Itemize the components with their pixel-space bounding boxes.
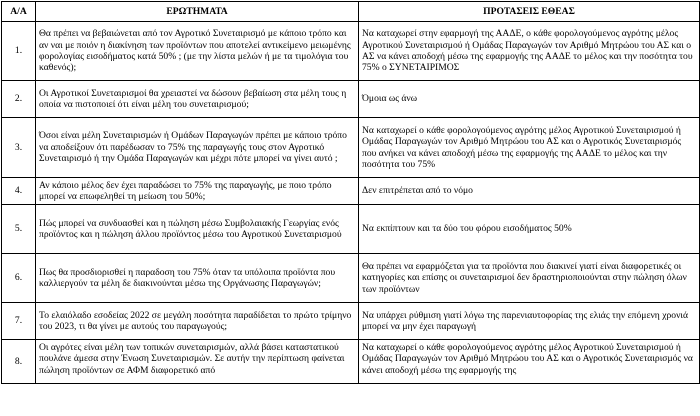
question-cell: Θα πρέπει να βεβαιώνεται από τον Αγροτικό Συνεταιρισμό με κάποιο τρόπο και αν ναι με ποιόν η διακίνηση των προϊόντων που αποτελεί αντικείμενο μειωμένης φορολογίας εισοδήματος κατά 50% ; (με την λίστα μελών ή με τα τιμολόγια του καθενός); <box>36 22 359 81</box>
table-header-row <box>2 2 700 22</box>
row-number: 1. <box>2 22 36 81</box>
proposal-cell: Δεν επιτρέπεται από το νόμο <box>359 178 700 205</box>
header-questions: ΕΡΩΤΗΜΑΤΑ <box>36 2 359 22</box>
table-row <box>2 178 700 205</box>
row-number: 2. <box>2 81 36 118</box>
question-cell: Πώς μπορεί να συνδυασθεί και η πώληση μέσω Συμβολαιακής Γεωργίας ενός προϊόντος και η πώληση άλλου προϊόντος μέσω του Αγροτικού Συνεταιρισμού <box>36 205 359 254</box>
row-number: 7. <box>2 303 36 340</box>
header-proposals: ΠΡΟΤΑΣΕΙΣ ΕΘΕΑΣ <box>359 2 700 22</box>
proposal-cell: Θα πρέπει να εφαρμόζεται για τα προϊόντα που διακινεί γιατί είναι διαφορετικές οι κατηγορίες και επίσης οι συνεταιρισμοί δεν δραστηριοποιούνται στην πώληση όλων των προϊόντων <box>359 254 700 303</box>
table-row <box>2 254 700 303</box>
table-row <box>2 340 700 384</box>
table-row <box>2 81 700 118</box>
proposal-cell: Να καταχωρεί ο κάθε φορολογούμενος αγρότης μέλος Αγροτικού Συνεταιρισμού ή Ομάδας Παραγωγών τον Αριθμό Μητρώου του ΑΣ και ο Αγροτικός Συνεταιρισμός που ανήκει να κάνει αποδοχή μέσω της εφαρμογής της ΑΑΔΕ το μέλος και την ποσότητα του 75% <box>359 118 700 178</box>
row-number: 4. <box>2 178 36 205</box>
row-number: 6. <box>2 254 36 303</box>
header-aa: Α/Α <box>2 2 36 22</box>
question-cell: Οι Αγροτικοί Συνεταιρισμοί θα χρειαστεί να δώσουν βεβαίωση στα μέλη τους η οποία να πιστοποιεί ότι είναι μέλη του συνεταιρισμού; <box>36 81 359 118</box>
question-cell: Πως θα προσδιορισθεί η παραδοση του 75% όταν τα υπόλοιπα προϊόντα που καλλιεργούν τα μέλη δε διακινούνται μέσω της Οργάνωσης Παραγωγών; <box>36 254 359 303</box>
proposal-cell: Να υπάρχει ρύθμιση γιατί λόγω της παρενιαυτοφορίας της ελιάς την επόμενη χρονιά μπορεί να μην έχει παραγωγή <box>359 303 700 340</box>
row-number: 3. <box>2 118 36 178</box>
table-row <box>2 22 700 81</box>
questions-table <box>1 1 700 384</box>
question-cell: Όσοι είναι μέλη Συνεταιρισμών ή Ομάδων Παραγωγών πρέπει με κάποιο τρόπο να αποδείξουν ότι παρέδωσαν το 75% της παραγωγής τους στον Αγροτικό Συνεταιρισμό ή την Ομάδα Παραγωγών και μέχρι πότε μπορεί να γίνει αυτό ; <box>36 118 359 178</box>
question-cell: Οι αγρότες είναι μέλη των τοπικών συνεταιρισμών, αλλά βάσει καταστατικού πουλάνε άμεσα στην Ένωση Συνεταιρισμών. Σε αυτήν την περίπτωση φαίνεται πώληση προϊόντων σε ΑΦΜ διαφορετικό από <box>36 340 359 384</box>
question-cell: Το ελαιόλαδο εσοδείας 2022 σε μεγάλη ποσότητα παραδίδεται το πρώτο τρίμηνο του 2023, τι θα γίνει με αυτούς του παραγωγούς; <box>36 303 359 340</box>
proposal-cell: Να καταχωρεί ο κάθε φορολογούμενος αγρότης μέλος Αγροτικού Συνεταιρισμού ή Ομάδας Παραγωγών τον Αριθμό Μητρώου του ΑΣ και ο Αγροτικός Συνεταιρισμός να κάνει αποδοχή μέσω της εφαρμογής της <box>359 340 700 384</box>
table-row <box>2 118 700 178</box>
proposal-cell: Να καταχωρεί στην εφαρμογή της ΑΑΔΕ, ο κάθε φορολογούμενος αγρότης μέλος Αγροτικού Συνεταιρισμού ή Ομάδας Παραγωγών τον Αριθμό Μητρώου του ΑΣ και ο ΑΣ να κάνει αποδοχή μέσω της εφαρμογής της ΑΑΔΕ το μέλος και την ποσότητα του 75% ο ΣΥΝΕΤΑΙΡΙΜΟΣ <box>359 22 700 81</box>
table-row <box>2 205 700 254</box>
row-number: 8. <box>2 340 36 384</box>
proposal-cell: Όμοια ως άνω <box>359 81 700 118</box>
row-number: 5. <box>2 205 36 254</box>
proposal-cell: Να εκπίπτουν και τα δύο του φόρου εισοδήματος 50% <box>359 205 700 254</box>
table-row <box>2 303 700 340</box>
question-cell: Αν κάποιο μέλος δεν έχει παραδώσει το 75% της παραγωγής, με ποιο τρόπο μπορεί να επωφεληθεί τη μείωση του 50%; <box>36 178 359 205</box>
